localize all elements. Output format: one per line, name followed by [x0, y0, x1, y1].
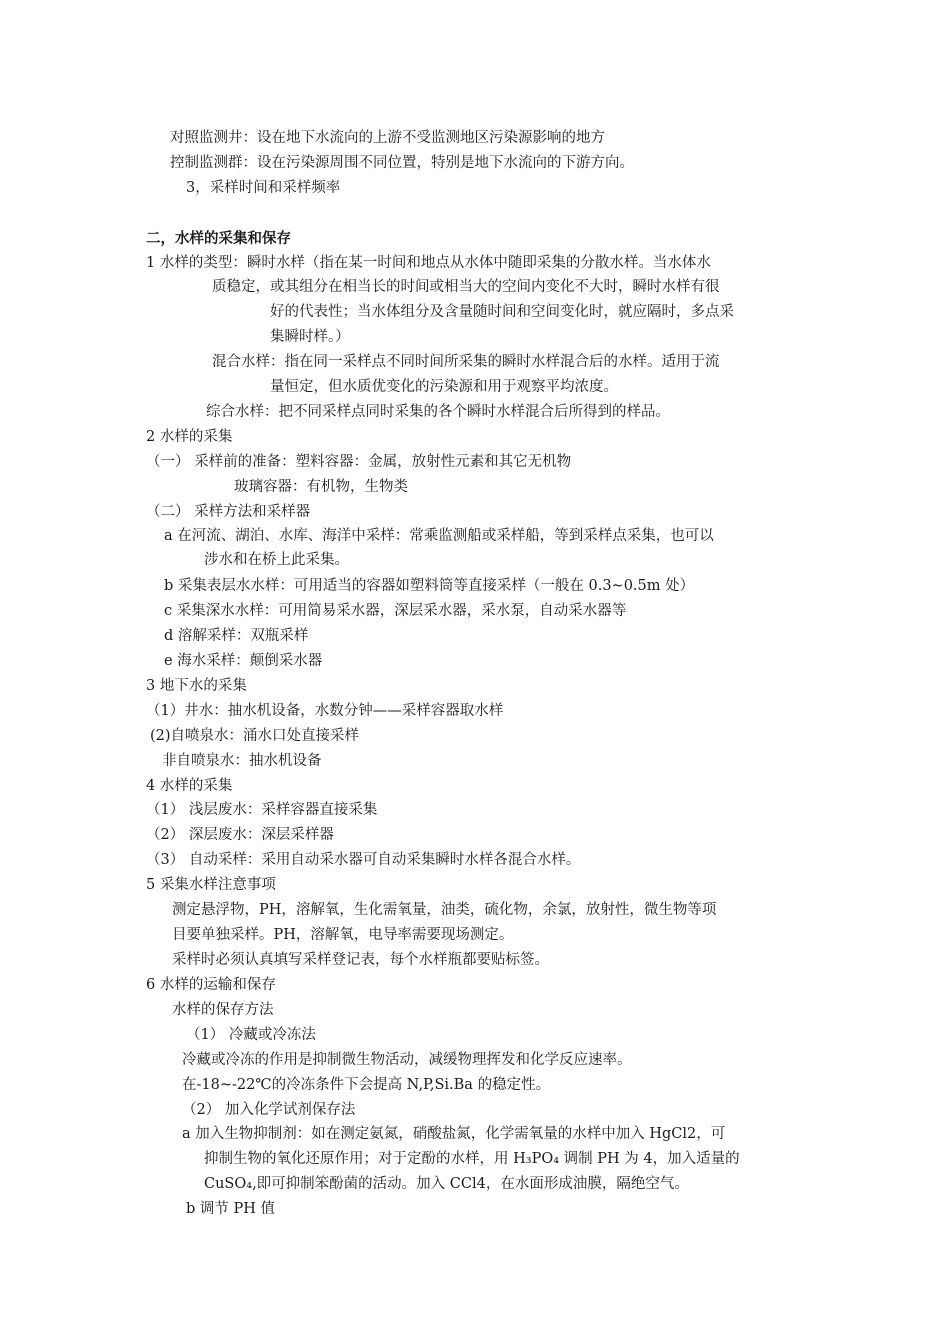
- list-item-e: e 海水采样：颠倒采水器: [164, 653, 323, 669]
- text-line: 冷藏或冷冻的作用是抑制微生物活动，减缓物理挥发和化学反应速率。: [182, 1052, 632, 1068]
- subheading-groundwater: 3 地下水的采集: [146, 678, 247, 694]
- list-item-d: d 溶解采样：双瓶采样: [164, 628, 309, 644]
- list-item-1: （1） 浅层废水：采样容器直接采集: [146, 802, 378, 818]
- text-line: 采样时必须认真填写采样登记表，每个水样瓶都要贴标签。: [172, 952, 549, 968]
- text-line-mixed-sample: 混合水样：指在同一采样点不同时间所采集的瞬时水样混合后的水样。适用于流: [212, 354, 720, 370]
- subheading-wastewater: 4 水样的采集: [146, 778, 233, 794]
- text-line-preparation: （一） 采样前的准备：塑料容器：金属，放射性元素和其它无机物: [146, 454, 572, 470]
- list-item-a: a 加入生物抑制剂：如在测定氨氮，硝酸盐氮，化学需氧量的水样中加入 HgCl2，可: [182, 1126, 726, 1142]
- text-line: 目要单独采样。PH，溶解氧，电导率需要现场测定。: [172, 927, 514, 943]
- text-line-non-spring: 非自喷泉水：抽水机设备: [162, 753, 322, 769]
- list-item-3: （3） 自动采样：采用自动采水器可自动采集瞬时水样各混合水样。: [146, 852, 581, 868]
- list-item-b: b 调节 PH 值: [186, 1201, 276, 1217]
- text-line: 涉水和在桥上此采集。: [204, 552, 349, 568]
- subheading-collection: 2 水样的采集: [146, 429, 233, 445]
- subheading-transport: 6 水样的运输和保存: [146, 977, 276, 993]
- text-line-sampling-time: 3，采样时间和采样频率: [186, 180, 341, 196]
- text-line-well-water: （1）井水：抽水机设备，水数分钟——采样容器取水样: [146, 703, 504, 719]
- text-line: 水样的保存方法: [172, 1002, 274, 1018]
- list-item-b: b 采集表层水水样：可用适当的容器如塑料筒等直接采样（一般在 0.3~0.5m 处）: [164, 578, 695, 594]
- text-line: 测定悬浮物，PH，溶解氧，生化需氧量，油类，硫化物，余氯，放射性，微生物等项: [172, 902, 717, 918]
- list-item-2: （2） 深层废水：深层采样器: [146, 827, 334, 843]
- section-heading: 二，水样的采集和保存: [146, 230, 291, 247]
- text-line: 质稳定，或其组分在相当长的时间或相当大的空间内变化不大时，瞬时水样有很: [212, 279, 720, 295]
- list-item-a: a 在河流、湖泊、水库、海洋中采样：常乘监测船或采样船，等到采样点采集，也可以: [164, 528, 714, 544]
- text-line: 集瞬时样。）: [270, 329, 350, 345]
- text-line-methods: （二） 采样方法和采样器: [146, 504, 311, 520]
- text-line: 量恒定，但水质优变化的污染源和用于观察平均浓度。: [270, 379, 618, 395]
- text-line-control-well: 对照监测井：设在地下水流向的上游不受监测地区污染源影响的地方: [170, 130, 605, 146]
- text-line-sample-types: 1 水样的类型：瞬时水样（指在某一时间和地点从水体中随即采集的分散水样。当水体水: [146, 255, 711, 271]
- list-item-c: c 采集深水水样：可用简易采水器，深层采水器，采水泵，自动采水器等: [164, 603, 627, 619]
- text-line: 抑制生物的氧化还原作用；对于定酚的水样，用 H₃PO₄ 调制 PH 为 4，加入适量的: [204, 1151, 740, 1167]
- text-line-monitor-group: 控制监测群：设在污染源周围不同位置，特别是地下水流向的下游方向。: [170, 155, 634, 171]
- text-line: 在-18~-22℃的冷冻条件下会提高 N,P,Si.Ba 的稳定性。: [182, 1077, 551, 1093]
- list-item-1: （1） 冷藏或冷冻法: [186, 1027, 316, 1043]
- text-line: CuSO₄,即可抑制笨酚菌的活动。加入 CCl4，在水面形成油膜，隔绝空气。: [204, 1176, 689, 1192]
- text-line-glass-container: 玻璃容器：有机物，生物类: [234, 479, 408, 495]
- text-line-composite-sample: 综合水样：把不同采样点同时采集的各个瞬时水样混合后所得到的样品。: [206, 404, 670, 420]
- text-line-spring-water: (2)自喷泉水：涌水口处直接采样: [150, 728, 360, 744]
- subheading-notes: 5 采集水样注意事项: [146, 877, 276, 893]
- text-line: 好的代表性；当水体组分及含量随时间和空间变化时，就应隔时，多点采: [270, 304, 734, 320]
- list-item-2: （2） 加入化学试剂保存法: [182, 1102, 356, 1118]
